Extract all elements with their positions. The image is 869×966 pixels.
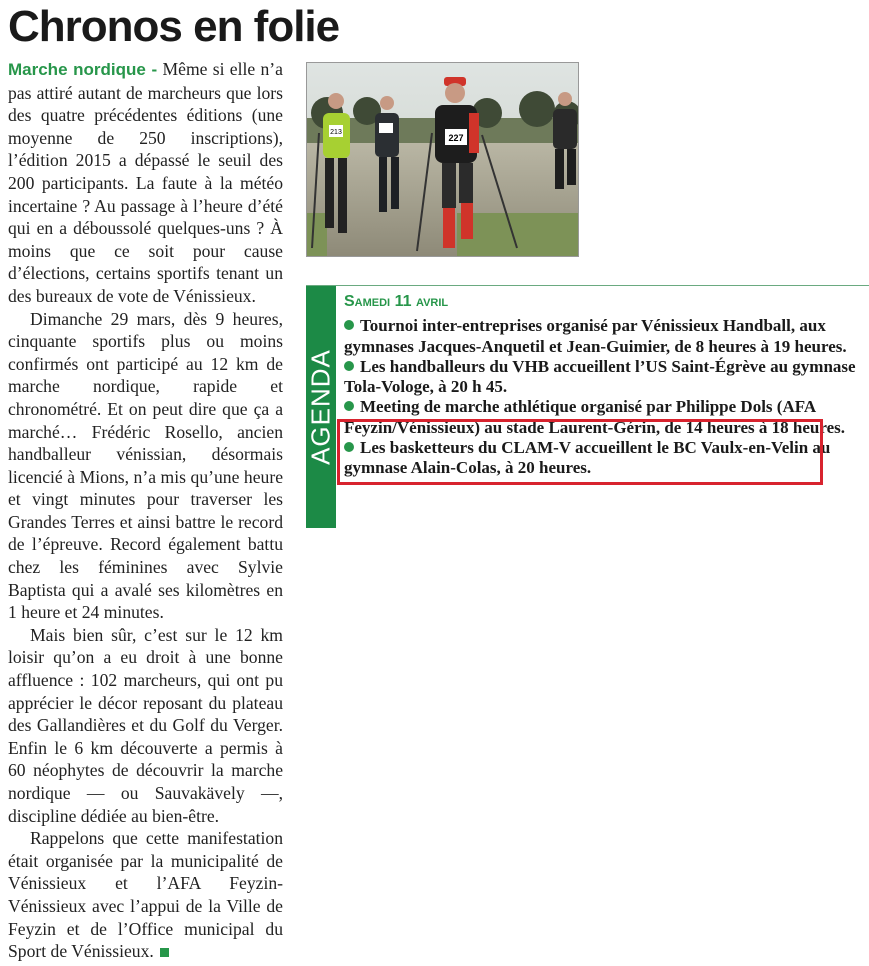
agenda-event-3-text: Meeting de marche athlétique organisé par Philippe Dols (AFA Feyzin/Vénissieux) au stade Laurent-Gérin, de 14 heures à 18 heures.: [344, 397, 846, 437]
agenda-tab-label: AGENDA: [305, 349, 336, 465]
agenda-event-4-text: Les basketteurs du CLAM-V accueillent le BC Vaulx-en-Velin au gymnase Alain-Colas, à 20 heures.: [344, 438, 831, 478]
paragraph-2: Dimanche 29 mars, dès 9 heures, cinquante sportifs plus ou moins confirmés ont participé au 12 km de marche nordique, rapide et chronométré. Et on peut dire que ça a marché… Frédéric Rosello, ancien handballeur vénissian, désormais licencié à Mions, n’a mis qu’une heure et vingt minutes pour traverser les Grandes Terres et ainsi battre le record de l’épreuve. Record également battu chez les féminines avec Sylvie Baptista qui a avalé ses kilomètres en 1 heure et 24 minutes.: [8, 308, 283, 623]
paragraph-3: Mais bien sûr, c’est sur le 12 km loisir qu’on a eu droit à une bonne affluence : 102 marcheurs, qui ont pu apprécier le décor reposant du plateau des Gallandières et du Golf du Verger. Enfin le 6 km découverte a permis à 60 néophytes de découvrir la marche nordique — ou Sauvakävely —, discipline dédiée au bien-être.: [8, 624, 283, 826]
photo-illustration: [307, 63, 578, 256]
agenda-date-day: Samedi: [344, 293, 391, 310]
agenda-box: [306, 285, 869, 528]
agenda-event-2: [344, 357, 865, 398]
agenda-date-month: avril: [415, 293, 449, 310]
paragraph-4: [8, 827, 283, 963]
agenda-event-1-text: Tournoi inter-entreprises organisé par Vénissieux Handball, aux gymnases Jacques-Anquetil et Jean-Guimier, de 8 heures à 19 heures.: [344, 316, 847, 356]
agenda-event-2-text: Les handballeurs du VHB accueillent l’US Saint-Égrève au gymnase Tola-Vologe, à 20 h 45.: [344, 356, 856, 397]
agenda-tab: [306, 286, 336, 528]
svg-text:213: 213: [330, 129, 342, 136]
svg-text:227: 227: [448, 133, 464, 143]
paragraph-1: [8, 58, 283, 308]
nordic-walking-photo: [306, 62, 579, 257]
agenda-event-1: [344, 316, 865, 357]
kicker: Marche nordique -: [8, 60, 158, 79]
paragraph-1-text: Même si elle n’a pas attiré autant de marcheurs que lors des quatre précédentes éditions (une moyenne de 250 inscriptions), l’édition 2015 a dépassé le seuil des 200 participants. La faute à la météo incertaine ? Au passage à l’heure d’été qui en a déboussolé quelques-uns ? À moins que ce soit pour cause d’élections, certains sportifs tenant un des bureaux de vote de Vénissieux.: [8, 59, 283, 306]
highlight-box: [337, 419, 823, 485]
headline: Chronos en folie: [8, 2, 340, 51]
bullet-icon: [344, 401, 354, 411]
agenda-date: [344, 292, 865, 312]
agenda-date-num: 11: [394, 293, 412, 310]
bullet-icon: [344, 361, 354, 371]
end-mark: [160, 948, 169, 957]
bullet-icon: [344, 320, 354, 330]
article-body: [8, 58, 283, 963]
paragraph-4-text: Rappelons que cette manifestation était organisée par la municipalité de Vénissieux et l’AFA Feyzin-Vénissieux avec l’appui de la Ville de Feyzin et de l’Office municipal du Sport de Vénissieux.: [8, 828, 283, 962]
